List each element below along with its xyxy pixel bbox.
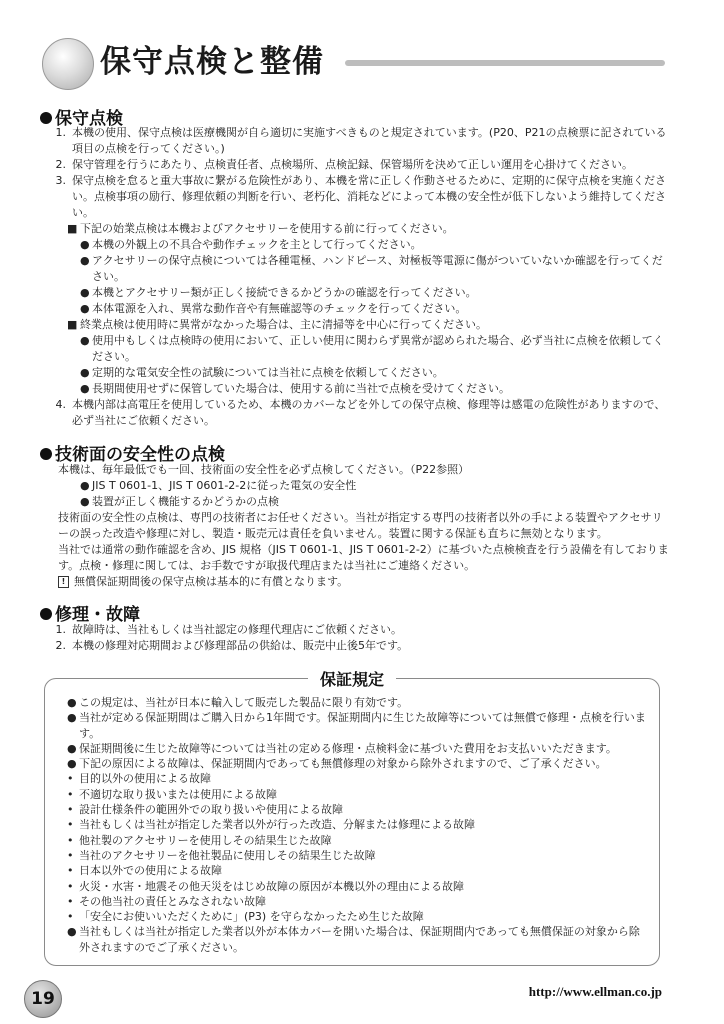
bullet-icon (40, 608, 52, 620)
section-heading-repair: 修理・故障 (40, 600, 140, 625)
list-item: • 日本以外での使用による故障 (67, 864, 222, 878)
exclamation-icon: ! (58, 576, 69, 588)
list-item: ● 本機とアクセサリー類が正しく接続できるかどうかの確認を行ってください。 (80, 286, 477, 299)
page-number: 19 (24, 980, 62, 1018)
list-item: ● 長期間使用せずに保管していた場合は、使用する前に当社で点検を受けてください。 (80, 382, 510, 395)
list-item: • 当社のアクセサリーを他社製品に使用しその結果生じた故障 (67, 848, 376, 862)
technical-paragraph: 当社では通常の動作確認を含め、JIS 規格（JIS T 0601-1、JIS T 0601-2-2）に基づいた点検検査を行う設備を有しております。点検・修理に関しては、お手数ですが取扱代理店または当社にご連絡ください。 (58, 543, 669, 572)
technical-paragraph: 技術面の安全性の点検は、専門の技術者にお任せください。当社が指定する専門の技術者以外の手による装置やアクセサリーの誤った改造や修理に対し、製造・販売元は責任を負いません。装置に関する保証も直ちに無効となります。 (58, 511, 663, 540)
warranty-box (44, 670, 660, 966)
list-item: ● 保証期間後に生じた故障等については当社の定める修理・点検料金に基づいた費用をお支払いいただきます。 (67, 741, 617, 755)
list-item: ● この規定は、当社が日本に輸入して販売した製品に限り有効です。 (67, 696, 409, 709)
repair-body (40, 622, 670, 654)
list-item: ● JIS T 0601-1、JIS T 0601-2-2に従った電気の安全性 (80, 479, 357, 492)
list-item: ● 本機の外観上の不具合や動作チェックを主として行ってください。 (80, 238, 422, 251)
list-item: ● 使用中もしくは点検時の使用において、正しい使用に関わらず異常が認められた場合、必ず当社に点検を依頼してください。 (80, 334, 664, 363)
section-heading-inspection: 保守点検 (40, 104, 123, 129)
list-item: 2. 本機の修理対応期間および修理部品の供給は、販売中止後5年です。 (55, 639, 409, 652)
pre-check-heading: ■ 下記の始業点検は本機およびアクセサリーを使用する前に行ってください。 (67, 222, 454, 235)
warranty-list (67, 695, 647, 955)
page-title: 保守点検と整備 (100, 44, 324, 80)
list-item: ● アクセサリーの保守点検については各種電極、ハンドピース、対極板等電源に傷がついていないか確認を行ってください。 (80, 254, 663, 283)
list-item: • 設計仕様条件の範囲外での取り扱いや使用による故障 (67, 803, 343, 817)
list-item: • その他当社の責任とみなされない故障 (67, 894, 266, 908)
list-item: 1. 本機の使用、保守点検は医療機関が自ら適切に実施すべきものと規定されています。(P20、P21の点検票に記されている項目の点検を行ってください。) (55, 126, 667, 155)
title-circle-icon (42, 38, 94, 90)
technical-note: ! 無償保証期間後の保守点検は基本的に有償となります。 (58, 574, 670, 590)
list-item: ● 当社もしくは当社が指定した業者以外が本体カバーを開いた場合は、保証期間内であっても無償保証の対象から除外されますのでご了承ください。 (67, 925, 640, 954)
bullet-icon (40, 448, 52, 460)
list-item: • 「安全にお使いいただくために」(P3) を守らなかったため生じた故障 (67, 910, 424, 924)
inspection-body (40, 125, 670, 429)
list-item: • 不適切な取り扱いまたは使用による故障 (67, 787, 277, 801)
section-heading-technical: 技術面の安全性の点検 (40, 440, 225, 465)
post-check-heading: ■ 終業点検は使用時に異常がなかった場合は、主に清掃等を中心に行ってください。 (67, 318, 487, 331)
list-item: 2. 保守管理を行うにあたり、点検責任者、点検場所、点検記録、保管場所を決めて正しい運用を心掛けてください。 (55, 158, 633, 171)
list-item: ● 下記の原因による故障は、保証期間内であっても無償修理の対象から除外されますので、ご了承ください。 (67, 757, 607, 771)
technical-body (40, 462, 670, 590)
list-item: ● 当社が定める保証期間はご購入日から1年間です。保証期間内に生じた故障等については無償で修理・点検を行います。 (67, 711, 646, 740)
list-item: 3. 保守点検を怠ると重大事故に繋がる危険性があり、本機を常に正しく作動させるために、定期的に保守点検を実施ください。点検事項の励行、修理依頼の判断を行い、老朽化、消耗などによって本機の安全性が低下しないよう維持してください。 (55, 174, 666, 219)
list-item: • 当社もしくは当社が指定した業者以外が行った改造、分解または修理による故障 (67, 818, 475, 832)
list-item: 1. 故障時は、当社もしくは当社認定の修理代理店にご依頼ください。 (55, 623, 402, 636)
list-item: ● 定期的な電気安全性の試験については当社に点検を依頼してください。 (80, 366, 444, 379)
warranty-title: 保証規定 (45, 667, 659, 690)
list-item: ● 装置が正しく機能するかどうかの点検 (80, 495, 279, 508)
list-item: • 目的以外の使用による故障 (67, 772, 211, 786)
list-item: • 他社製のアクセサリーを使用しその結果生じた故障 (67, 833, 332, 847)
list-item: 4. 本機内部は高電圧を使用しているため、本機のカバーなどを外しての保守点検、修理等は感電の危険性がありますので、必ず当社にご依頼ください。 (55, 398, 666, 427)
footer-url[interactable]: http://www.ellman.co.jp (528, 984, 662, 999)
list-item: ● 本体電源を入れ、異常な動作音や有無確認等のチェックを行ってください。 (80, 302, 467, 315)
technical-intro: 本機は、毎年最低でも一回、技術面の安全性を必ず点検してください。（P22参照） (58, 463, 470, 476)
title-rule (345, 60, 665, 66)
list-item: • 火災・水害・地震その他天災をはじめ故障の原因が本機以外の理由による故障 (67, 879, 464, 893)
bullet-icon (40, 112, 52, 124)
